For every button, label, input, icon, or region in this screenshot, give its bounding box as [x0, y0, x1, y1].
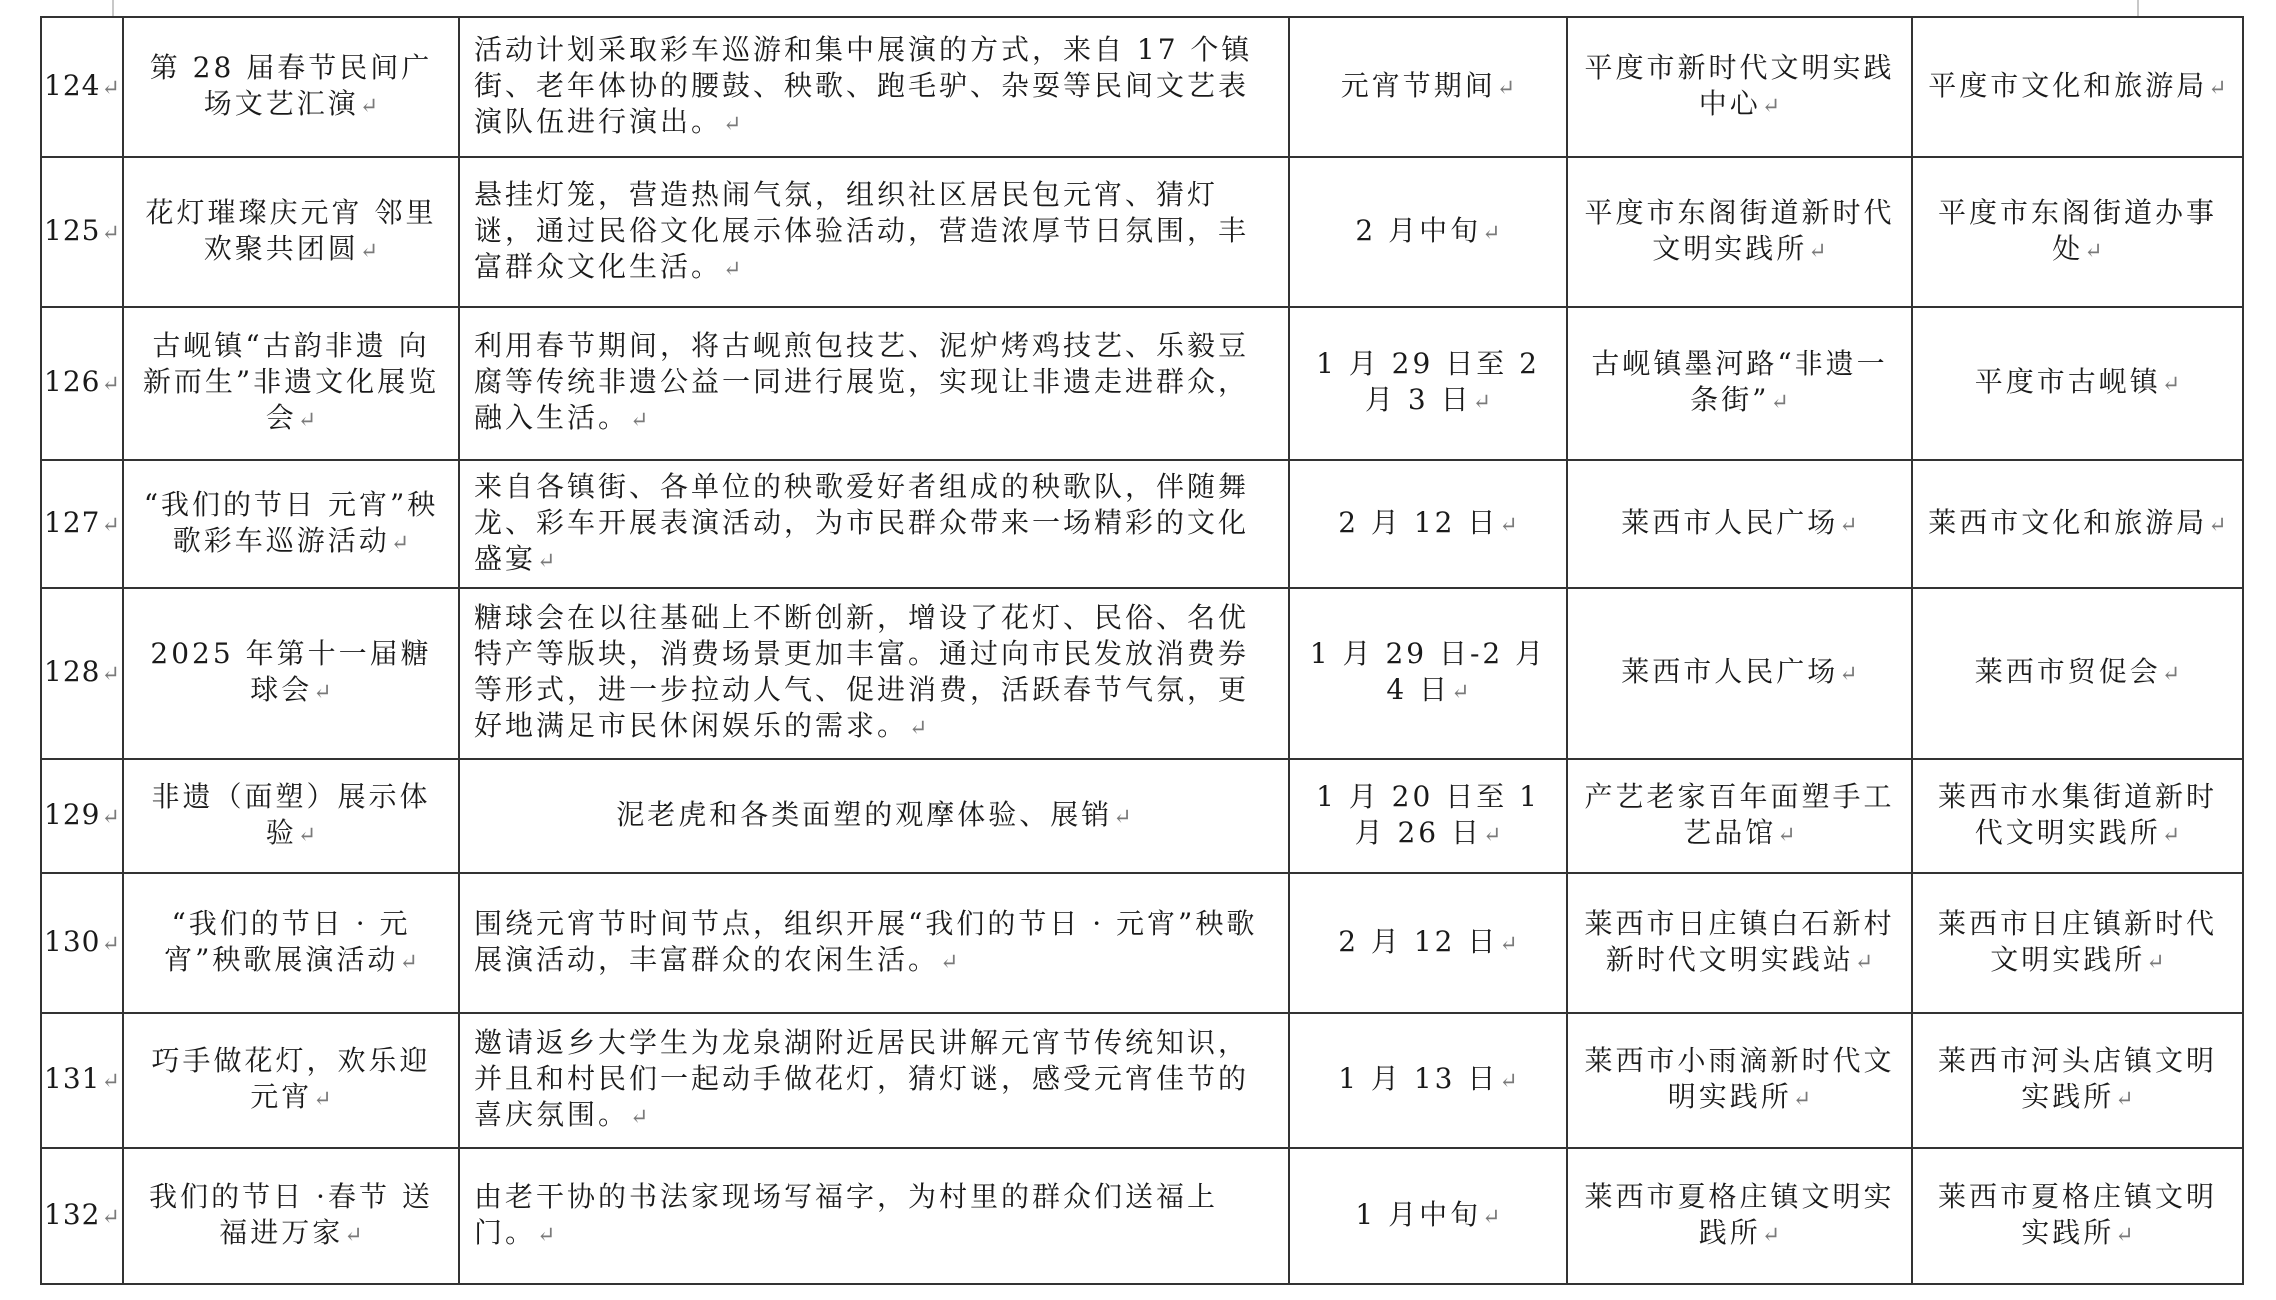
activity-location-cell	[1567, 460, 1912, 588]
crop-mark-right	[2137, 0, 2139, 16]
activity-name-cell	[123, 157, 459, 307]
activity-organizer: 莱西市水集街道新时代文明实践所	[1937, 779, 2217, 849]
paragraph-mark-icon: ↵	[2208, 75, 2227, 101]
activity-time-cell	[1289, 1148, 1567, 1284]
activity-name-cell	[123, 759, 459, 873]
row-number: 130	[44, 924, 101, 958]
activity-name-cell	[123, 460, 459, 588]
activity-location: 平度市新时代文明实践中心	[1584, 50, 1895, 120]
paragraph-mark-icon: ↵	[359, 93, 379, 119]
activity-time: 2 月中旬	[1355, 213, 1482, 247]
activity-content-cell	[459, 460, 1289, 588]
paragraph-mark-icon: ↵	[2146, 949, 2165, 975]
row-number-cell	[41, 759, 123, 873]
crop-mark-left	[112, 0, 114, 16]
paragraph-mark-icon: ↵	[1770, 390, 1789, 415]
activity-content: 来自各镇街、各单位的秧歌爱好者组成的秧歌队，伴随舞龙、彩车开展表演活动，为市民群众带来一场精彩的文化盛宴	[474, 469, 1250, 575]
activity-location: 莱西市人民广场	[1621, 655, 1839, 688]
activity-organizer-cell	[1912, 17, 2243, 157]
row-number-cell	[41, 460, 123, 588]
activity-location-cell	[1567, 157, 1912, 307]
activity-location: 古岘镇墨河路“非遗一条街”	[1591, 347, 1888, 416]
paragraph-mark-icon: ↵	[101, 804, 120, 830]
table-row	[41, 157, 2243, 307]
row-number: 131	[44, 1062, 101, 1095]
paragraph-mark-icon: ↵	[630, 408, 649, 433]
activity-content: 利用春节期间，将古岘煎包技艺、泥炉烤鸡技艺、乐毅豆腐等传统非遗公益一同进行展览，实现让非遗走进群众，融入生活。	[474, 329, 1250, 434]
activity-organizer: 莱西市贸促会	[1974, 655, 2161, 688]
table-row	[41, 1148, 2243, 1284]
activity-time: 1 月 20 日至 1 月 26 日	[1316, 779, 1540, 849]
activity-time-cell	[1289, 307, 1567, 460]
paragraph-mark-icon: ↵	[390, 530, 410, 556]
paragraph-mark-icon: ↵	[101, 931, 120, 957]
activity-content: 邀请返乡大学生为龙泉湖附近居民讲解元宵节传统知识，并且和村民们一起动手做花灯，猜灯谜，感受元宵佳节的喜庆氛围。	[474, 1026, 1250, 1131]
activity-name-cell	[123, 307, 459, 460]
paragraph-mark-icon: ↵	[1482, 1204, 1501, 1230]
activity-content: 悬挂灯笼，营造热闹气氛，组织社区居民包元宵、猜灯谜，通过民俗文化展示体验活动，营造浓厚节日氛围，丰富群众文化生活。	[474, 177, 1250, 283]
paragraph-mark-icon: ↵	[1499, 512, 1518, 538]
activity-organizer: 平度市东阁街道办事处	[1937, 195, 2217, 265]
activity-organizer-cell	[1912, 873, 2243, 1013]
activity-organizer: 莱西市河头店镇文明实践所	[1937, 1044, 2217, 1113]
activity-location: 莱西市小雨滴新时代文明实践所	[1584, 1044, 1895, 1113]
paragraph-mark-icon: ↵	[1839, 512, 1858, 538]
activity-time: 1 月 13 日	[1338, 1062, 1499, 1095]
row-number: 128	[44, 655, 101, 688]
activity-time-cell	[1289, 157, 1567, 307]
paragraph-mark-icon: ↵	[630, 1105, 649, 1130]
activity-organizer: 平度市文化和旅游局	[1928, 68, 2208, 102]
table-row	[41, 460, 2243, 588]
row-number: 127	[44, 505, 101, 539]
activity-organizer-cell	[1912, 307, 2243, 460]
paragraph-mark-icon: ↵	[101, 662, 120, 687]
activity-organizer-cell	[1912, 1148, 2243, 1284]
paragraph-mark-icon: ↵	[1792, 1087, 1812, 1112]
paragraph-mark-icon: ↵	[2115, 1087, 2134, 1112]
activity-location: 莱西市夏格庄镇文明实践所	[1584, 1179, 1895, 1249]
activity-location: 莱西市日庄镇白石新村新时代文明实践站	[1584, 906, 1895, 976]
activity-content: 活动计划采取彩车巡游和集中展演的方式，来自 17 个镇街、老年体协的腰鼓、秧歌、跑毛驴、杂耍等民间文艺表演队伍进行演出。	[474, 32, 1253, 138]
paragraph-mark-icon: ↵	[723, 256, 742, 282]
activity-time-cell	[1289, 588, 1567, 759]
paragraph-mark-icon: ↵	[101, 75, 120, 101]
paragraph-mark-icon: ↵	[1472, 390, 1492, 415]
activity-time: 2 月 12 日	[1338, 505, 1499, 539]
paragraph-mark-icon: ↵	[399, 949, 418, 975]
row-number-cell	[41, 588, 123, 759]
table-row	[41, 873, 2243, 1013]
paragraph-mark-icon: ↵	[1496, 75, 1516, 101]
activity-organizer: 莱西市夏格庄镇文明实践所	[1937, 1179, 2217, 1249]
paragraph-mark-icon: ↵	[1839, 662, 1858, 687]
activity-location: 莱西市人民广场	[1621, 505, 1839, 539]
paragraph-mark-icon: ↵	[1451, 680, 1470, 705]
activity-name-cell	[123, 1148, 459, 1284]
paragraph-mark-icon: ↵	[297, 822, 317, 848]
activity-time-cell	[1289, 873, 1567, 1013]
activity-content: 围绕元宵节时间节点，组织开展“我们的节日 · 元宵”秧歌展演活动，丰富群众的农闲生活。	[474, 906, 1258, 976]
activity-time: 2 月 12 日	[1338, 924, 1499, 958]
row-number: 125	[44, 213, 101, 247]
activity-name: 花灯璀璨庆元宵 邻里欢聚共团圆	[145, 195, 437, 265]
row-number: 129	[44, 797, 101, 831]
activity-name-cell	[123, 17, 459, 157]
row-number-cell	[41, 17, 123, 157]
paragraph-mark-icon: ↵	[1482, 220, 1501, 246]
activity-location-cell	[1567, 873, 1912, 1013]
paragraph-mark-icon: ↵	[2161, 662, 2181, 687]
activity-time: 1 月 29 日至 2 月 3 日	[1316, 347, 1540, 416]
activity-name: 我们的节日 ·春节 送福进万家	[149, 1179, 433, 1249]
activity-content-cell	[459, 1013, 1289, 1148]
table-row	[41, 588, 2243, 759]
activity-name: 第 28 届春节民间广场文艺汇演	[149, 50, 433, 120]
activity-time-cell	[1289, 1013, 1567, 1148]
activity-time-cell	[1289, 460, 1567, 588]
paragraph-mark-icon: ↵	[940, 949, 959, 975]
paragraph-mark-icon: ↵	[101, 372, 120, 397]
paragraph-mark-icon: ↵	[1761, 1222, 1781, 1248]
activity-location-cell	[1567, 17, 1912, 157]
paragraph-mark-icon: ↵	[313, 1087, 332, 1112]
activity-time: 元宵节期间	[1340, 68, 1496, 102]
activity-time-cell	[1289, 759, 1567, 873]
activity-name-cell	[123, 873, 459, 1013]
paragraph-mark-icon: ↵	[1777, 822, 1796, 848]
row-number-cell	[41, 873, 123, 1013]
activity-content-cell	[459, 157, 1289, 307]
paragraph-mark-icon: ↵	[101, 512, 120, 538]
paragraph-mark-icon: ↵	[2084, 238, 2103, 264]
activity-organizer-cell	[1912, 588, 2243, 759]
activity-organizer-cell	[1912, 460, 2243, 588]
activity-location-cell	[1567, 307, 1912, 460]
activity-name: 非遗（面塑）展示体验	[151, 779, 431, 849]
activity-location-cell	[1567, 1013, 1912, 1148]
activity-time-cell	[1289, 17, 1567, 157]
activity-organizer: 平度市古岘镇	[1974, 365, 2161, 398]
activity-location: 产艺老家百年面塑手工艺品馆	[1584, 779, 1895, 849]
activity-name: 2025 年第十一届糖球会	[150, 637, 432, 706]
table-body	[41, 17, 2243, 1284]
paragraph-mark-icon: ↵	[2115, 1222, 2134, 1248]
row-number: 126	[44, 365, 101, 398]
activities-table	[40, 16, 2244, 1285]
activity-time: 1 月 29 日-2 月 4 日	[1309, 637, 1547, 706]
activity-location-cell	[1567, 588, 1912, 759]
paragraph-mark-icon: ↵	[2161, 822, 2181, 848]
activity-content-cell	[459, 1148, 1289, 1284]
table-row	[41, 1013, 2243, 1148]
paragraph-mark-icon: ↵	[1808, 238, 1827, 264]
paragraph-mark-icon: ↵	[1854, 949, 1874, 975]
activity-content: 糖球会在以往基础上不断创新，增设了花灯、民俗、名优特产等版块，消费场景更加丰富。通过向市民发放消费券等形式，进一步拉动人气、促进消费，活跃春节气氛，更好地满足市民休闲娱乐的需求。	[474, 601, 1250, 742]
paragraph-mark-icon: ↵	[344, 1222, 363, 1248]
paragraph-mark-icon: ↵	[2208, 512, 2227, 538]
activity-organizer-cell	[1912, 759, 2243, 873]
paragraph-mark-icon: ↵	[313, 680, 332, 705]
paragraph-mark-icon: ↵	[1499, 931, 1518, 957]
table-row	[41, 17, 2243, 157]
paragraph-mark-icon: ↵	[359, 238, 379, 264]
table-row	[41, 307, 2243, 460]
paragraph-mark-icon: ↵	[101, 1069, 120, 1094]
activity-name: 巧手做花灯，欢乐迎元宵	[151, 1044, 431, 1113]
table-row	[41, 759, 2243, 873]
paragraph-mark-icon: ↵	[909, 716, 928, 741]
activity-name-cell	[123, 1013, 459, 1148]
row-number-cell	[41, 1148, 123, 1284]
paragraph-mark-icon: ↵	[1499, 1069, 1518, 1094]
activity-content-cell	[459, 873, 1289, 1013]
activity-content-cell	[459, 759, 1289, 873]
paragraph-mark-icon: ↵	[537, 1222, 556, 1248]
paragraph-mark-icon: ↵	[101, 220, 120, 246]
activity-content: 由老干协的书法家现场写福字，为村里的群众们送福上门。	[474, 1179, 1219, 1249]
row-number-cell	[41, 1013, 123, 1148]
activity-name: “我们的节日 · 元宵”秧歌展演活动	[164, 906, 411, 976]
activity-location-cell	[1567, 759, 1912, 873]
paragraph-mark-icon: ↵	[723, 111, 742, 137]
activity-content: 泥老虎和各类面塑的观摩体验、展销	[616, 797, 1113, 831]
paragraph-mark-icon: ↵	[2161, 372, 2181, 397]
activity-time: 1 月中旬	[1355, 1197, 1482, 1231]
activity-content-cell	[459, 588, 1289, 759]
row-number: 132	[44, 1197, 101, 1231]
row-number-cell	[41, 157, 123, 307]
activity-location-cell	[1567, 1148, 1912, 1284]
row-number-cell	[41, 307, 123, 460]
activity-organizer: 莱西市文化和旅游局	[1928, 505, 2208, 539]
paragraph-mark-icon: ↵	[297, 408, 317, 433]
paragraph-mark-icon: ↵	[537, 548, 556, 574]
activity-content-cell	[459, 307, 1289, 460]
paragraph-mark-icon: ↵	[1483, 822, 1502, 848]
activity-organizer: 莱西市日庄镇新时代文明实践所	[1937, 906, 2217, 976]
paragraph-mark-icon: ↵	[1113, 804, 1132, 830]
paragraph-mark-icon: ↵	[1761, 93, 1781, 119]
activity-name-cell	[123, 588, 459, 759]
row-number: 124	[44, 68, 101, 102]
activity-name: “我们的节日 元宵”秧歌彩车巡游活动	[143, 487, 439, 557]
activity-organizer-cell	[1912, 1013, 2243, 1148]
activity-content-cell	[459, 17, 1289, 157]
paragraph-mark-icon: ↵	[101, 1204, 120, 1230]
activity-organizer-cell	[1912, 157, 2243, 307]
activity-name: 古岘镇“古韵非遗 向新而生”非遗文化展览会	[142, 329, 440, 434]
activity-location: 平度市东阁街道新时代文明实践所	[1584, 195, 1895, 265]
